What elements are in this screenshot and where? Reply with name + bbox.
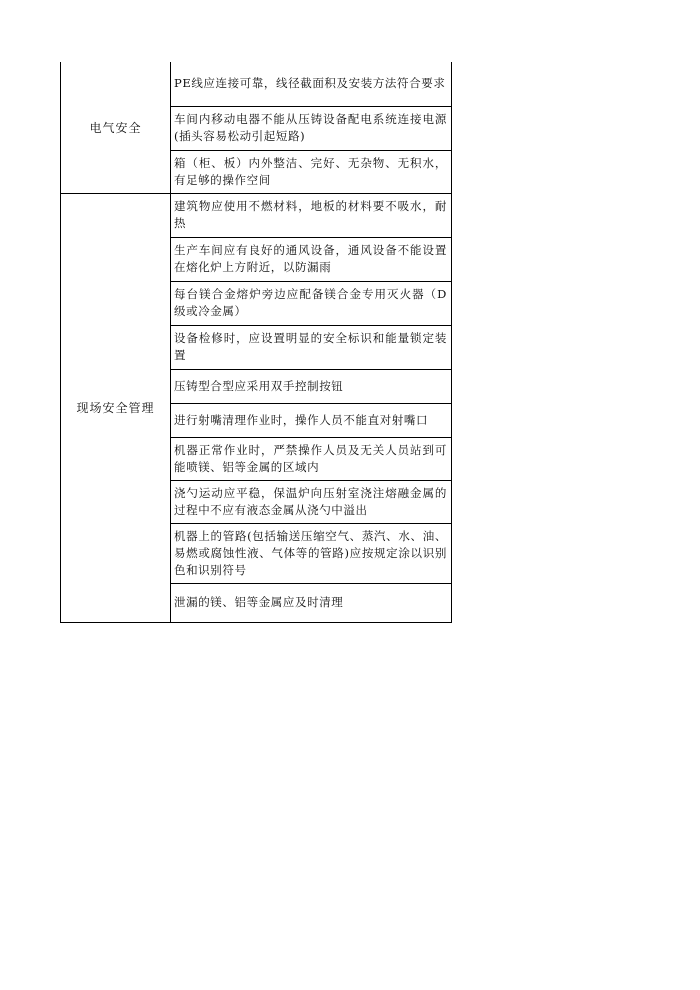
checklist-item-text: 建筑物应使用不燃材料，地板的材料要不吸水，耐热 [174,199,447,230]
checklist-item [171,150,452,193]
checklist-item-text: 车间内移动电器不能从压铸设备配电系统连接电源(插头容易松动引起短路) [174,112,447,143]
checklist-item [171,281,452,325]
checklist-item-text: 泄漏的镁、铝等金属应及时清理 [174,595,344,609]
checklist-item [171,62,452,106]
checklist-item-text: 每台镁合金熔炉旁边应配备镁合金专用灭火器（D级或冷金属） [174,287,447,318]
category-label: 现场安全管理 [76,401,155,415]
checklist-item [171,583,452,622]
category-cell-electrical-safety [61,62,171,193]
checklist-item [171,106,452,150]
category-label: 电气安全 [89,120,142,135]
category-cell-site-safety-management [61,193,171,622]
checklist-item-text: 浇勺运动应平稳，保温炉向压射室浇注熔融金属的过程中不应有液态金属从浇勺中溢出 [174,485,447,517]
table-row [61,62,452,106]
checklist-item-text: 压铸型合型应采用双手控制按钮 [174,378,344,393]
checklist-item [171,369,452,403]
checklist-item-text: 机器上的管路(包括输送压缩空气、蒸汽、水、油、易燃或腐蚀性液、气体等的管路)应按规定涂以识别色和识别符号 [174,528,447,577]
checklist-item [171,193,452,237]
checklist-item-text: 生产车间应有良好的通风设备，通风设备不能设置在熔化炉上方附近，以防漏雨 [174,243,447,274]
checklist-item [171,325,452,369]
checklist-item-text: 机器正常作业时，严禁操作人员及无关人员站到可能喷镁、铝等金属的区域内 [174,442,447,474]
checklist-item [171,403,452,437]
checklist-item-text: 箱（柜、板）内外整洁、完好、无杂物、无积水，有足够的操作空间 [174,155,447,187]
checklist-item-text: 设备检修时，应设置明显的安全标识和能量锁定装置 [174,331,447,362]
table-row [61,193,452,237]
checklist-item-text: 进行射嘴清理作业时，操作人员不能直对射嘴口 [174,412,429,427]
checklist-item-text: PE线应连接可靠，线径截面积及安装方法符合要求 [174,76,446,91]
safety-checklist-sheet [60,62,451,623]
checklist-item [171,480,452,523]
safety-checklist-table [60,62,452,623]
checklist-item [171,437,452,480]
checklist-item [171,523,452,583]
checklist-item [171,237,452,281]
